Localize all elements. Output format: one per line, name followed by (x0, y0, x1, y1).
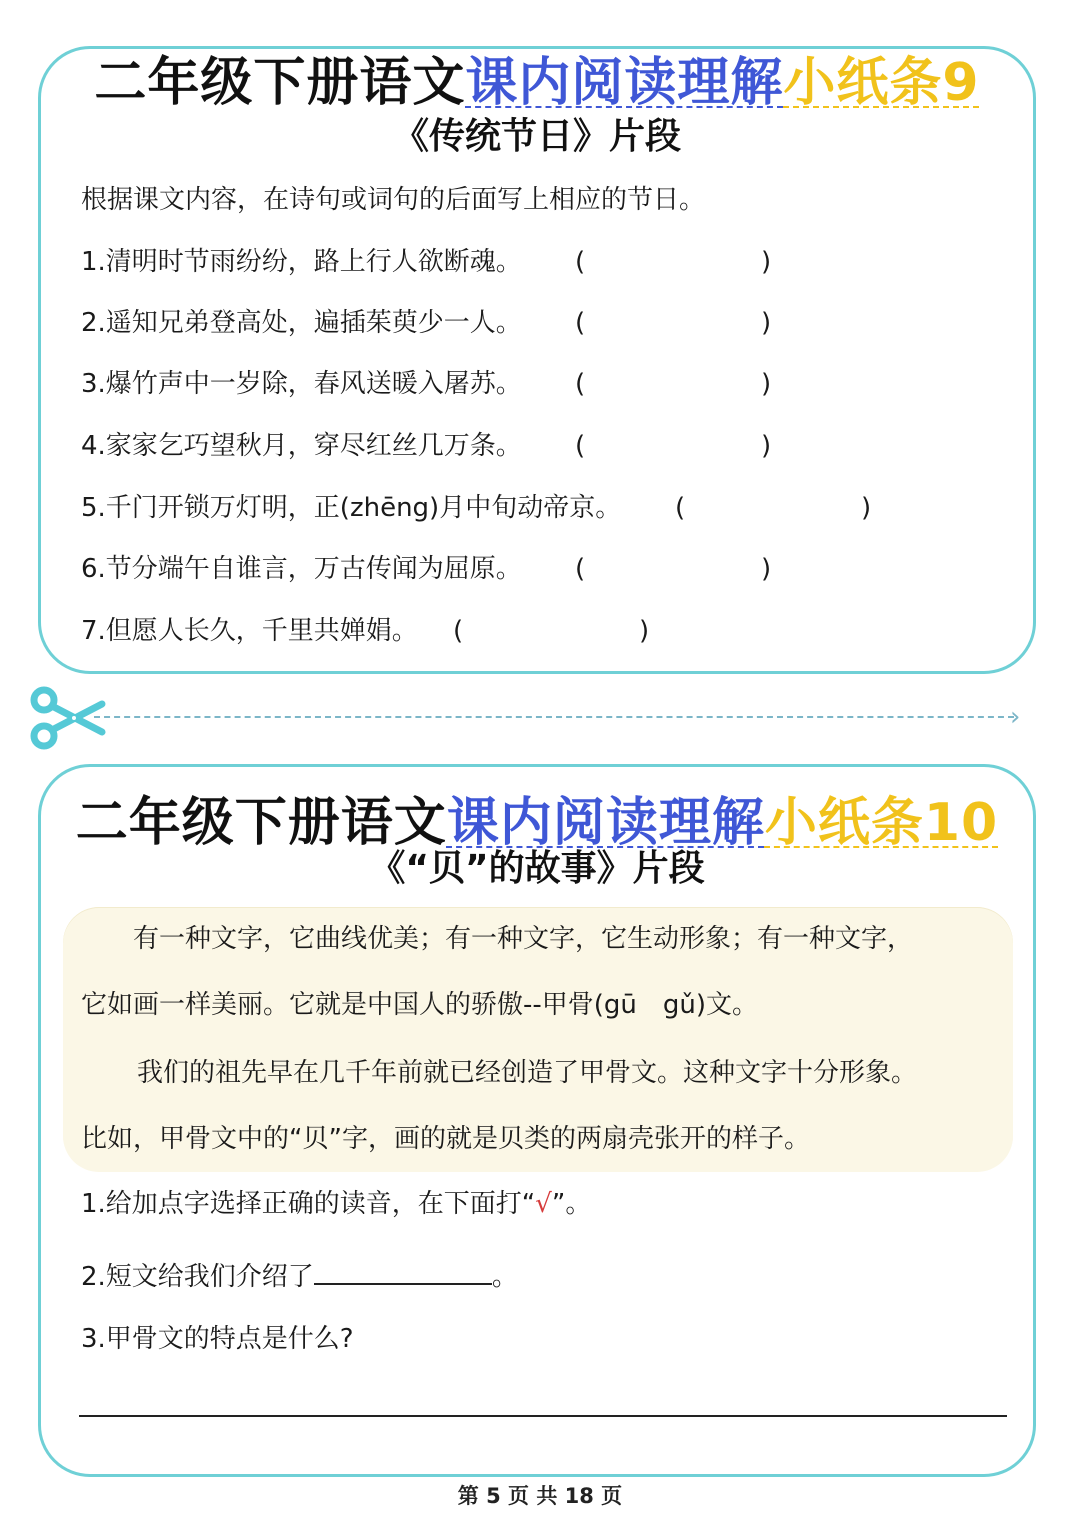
title-grade: 二年级下册语文 (75, 793, 447, 853)
page-footer: 第 5 页 共 18 页 (457, 1484, 623, 1508)
question-text: 4.家家乞巧望秋月，穿尽红丝几万条。 (81, 431, 522, 461)
question-text: 3.甲骨文的特点是什么? (81, 1324, 354, 1354)
question-3 (81, 367, 772, 401)
question-text: 2.遥知兄弟登高处，遍插茱萸少一人。 (81, 308, 522, 338)
title-grade: 二年级下册语文 (94, 53, 466, 113)
answer-paren-open: ( (453, 616, 464, 646)
question-2 (81, 306, 772, 340)
answer-paren-open: ( (575, 369, 586, 399)
checkmark-icon: √ (535, 1189, 552, 1219)
title-reading: 课内阅读理解 (465, 53, 784, 113)
title-reading: 课内阅读理解 (446, 793, 765, 853)
passage-line: 比如，甲骨文中的“贝”字，画的就是贝类的两扇壳张开的样子。 (81, 1124, 810, 1154)
passage-line: 有一种文字，它曲线优美；有一种文字，它生动形象；有一种文字， (133, 924, 914, 954)
title-slip-number: 小纸条10 (764, 793, 999, 853)
dashed-cut-line (94, 716, 1014, 718)
question-text: 3.爆竹声中一岁除，春风送暖入屠苏。 (81, 369, 522, 399)
answer-paren-close: ) (761, 308, 772, 338)
question-text: 6.节分端午自谁言，万古传闻为屈原。 (81, 554, 522, 584)
card-title (41, 53, 1033, 113)
question-6 (81, 552, 772, 586)
answer-paren-close: ) (761, 247, 772, 277)
question-text: 5.千门开锁万灯明，正(zhēng)月中旬动帝京。 (81, 493, 622, 523)
answer-paren-open: ( (575, 554, 586, 584)
passage-line: 我们的祖先早在几千年前就已经创造了甲骨文。这种文字十分形象。 (137, 1058, 918, 1088)
answer-paren-close: ) (761, 554, 772, 584)
answer-paren-open: ( (575, 247, 586, 277)
cut-line (28, 686, 1028, 750)
worksheet-card-9 (38, 46, 1036, 674)
instruction: 根据课文内容，在诗句或词句的后面写上相应的节日。 (81, 185, 706, 215)
answer-paren-open: ( (575, 431, 586, 461)
answer-line[interactable] (79, 1415, 1007, 1417)
question-text: 7.但愿人长久，千里共婵娟。 (81, 616, 418, 646)
question-text-end: 。 (491, 1262, 518, 1292)
answer-paren-close: ) (639, 616, 650, 646)
card-subtitle: 《传统节日》片段 (392, 116, 681, 157)
passage-line: 它如画一样美丽。它就是中国人的骄傲--甲骨(gū gǔ)文。 (81, 990, 759, 1020)
answer-paren-close: ) (761, 369, 772, 399)
reading-passage (63, 907, 1013, 1172)
answer-paren-close: ) (861, 493, 872, 523)
question-2 (81, 1257, 518, 1294)
question-text-end: ”。 (551, 1189, 592, 1219)
answer-paren-open: ( (675, 493, 686, 523)
question-text: 1.清明时节雨纷纷，路上行人欲断魂。 (81, 247, 522, 277)
question-text: 2.短文给我们介绍了 (81, 1262, 314, 1292)
answer-paren-close: ) (761, 431, 772, 461)
answer-blank[interactable] (314, 1257, 492, 1285)
arrow-right-icon: › (1010, 702, 1021, 732)
question-5 (81, 491, 872, 525)
card-title (41, 793, 1033, 853)
answer-paren-open: ( (575, 308, 586, 338)
question-7 (81, 614, 650, 648)
title-slip-number: 小纸条9 (783, 53, 980, 113)
worksheet-card-10 (38, 764, 1036, 1477)
card-subtitle: 《“贝”的故事》片段 (369, 848, 705, 889)
question-text: 1.给加点字选择正确的读音，在下面打“ (81, 1189, 536, 1219)
question-1 (81, 1187, 591, 1221)
question-1 (81, 245, 772, 279)
scissors-icon (28, 686, 108, 750)
question-3 (81, 1322, 354, 1356)
question-4 (81, 429, 772, 463)
